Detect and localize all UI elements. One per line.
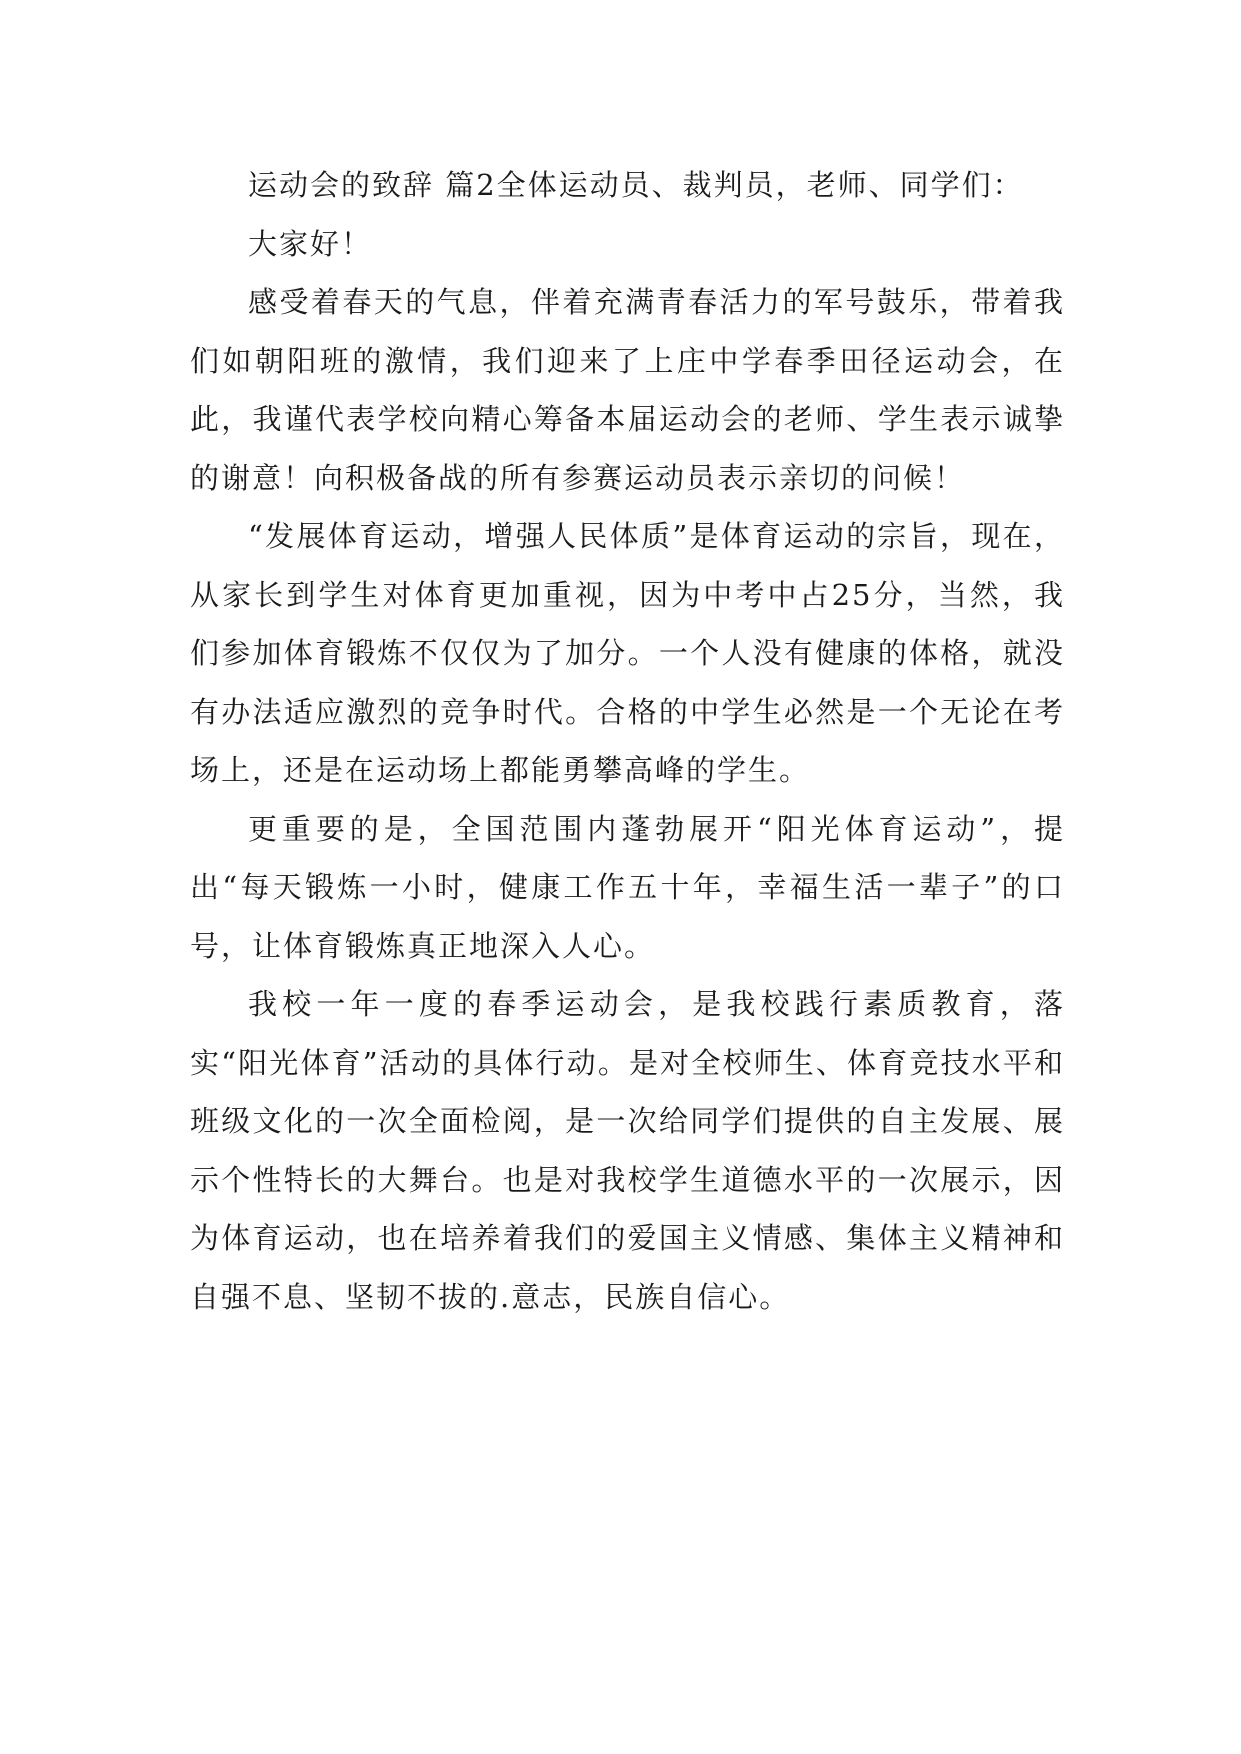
paragraph-hello: 大家好！: [248, 226, 373, 261]
document-body: [190, 156, 1065, 1326]
paragraph-purpose: “发展体育运动，增强人民体质”是体育运动的宗旨，现在，从家长到学生对体育更加重视，因为中考中占25分，当然，我们参加体育锻炼不仅仅为了加分。一个人没有健康的体格，就没有办法适应激烈的竞争时代。合格的中学生必然是一个无论在考场上，还是在运动场上都能勇攀高峰的学生。: [190, 519, 1065, 787]
paragraph-title-greeting: 运动会的致辞 篇2全体运动员、裁判员，老师、同学们：: [248, 168, 1024, 202]
paragraph-sunshine-sports: 更重要的是，全国范围内蓬勃展开“阳光体育运动”，提出“每天锻炼一小时，健康工作五十年，幸福生活一辈子”的口号，让体育锻炼真正地深入人心。: [190, 811, 1065, 963]
paragraph-spring: 感受着春天的气息，伴着充满青春活力的军号鼓乐，带着我们如朝阳班的激情，我们迎来了上庄中学春季田径运动会，在此，我谨代表学校向精心筹备本届运动会的老师、学生表示诚挚的谢意！向积极备战的所有参赛运动员表示亲切的问候！: [190, 285, 1065, 495]
paragraph-school-meet: 我校一年一度的春季运动会，是我校践行素质教育，落实“阳光体育”活动的具体行动。是对全校师生、体育竞技水平和班级文化的一次全面检阅，是一次给同学们提供的自主发展、展示个性特长的大舞台。也是对我校学生道德水平的一次展示，因为体育运动，也在培养着我们的爱国主义情感、集体主义精神和自强不息、坚韧不拔的.意志，民族自信心。: [190, 987, 1065, 1314]
